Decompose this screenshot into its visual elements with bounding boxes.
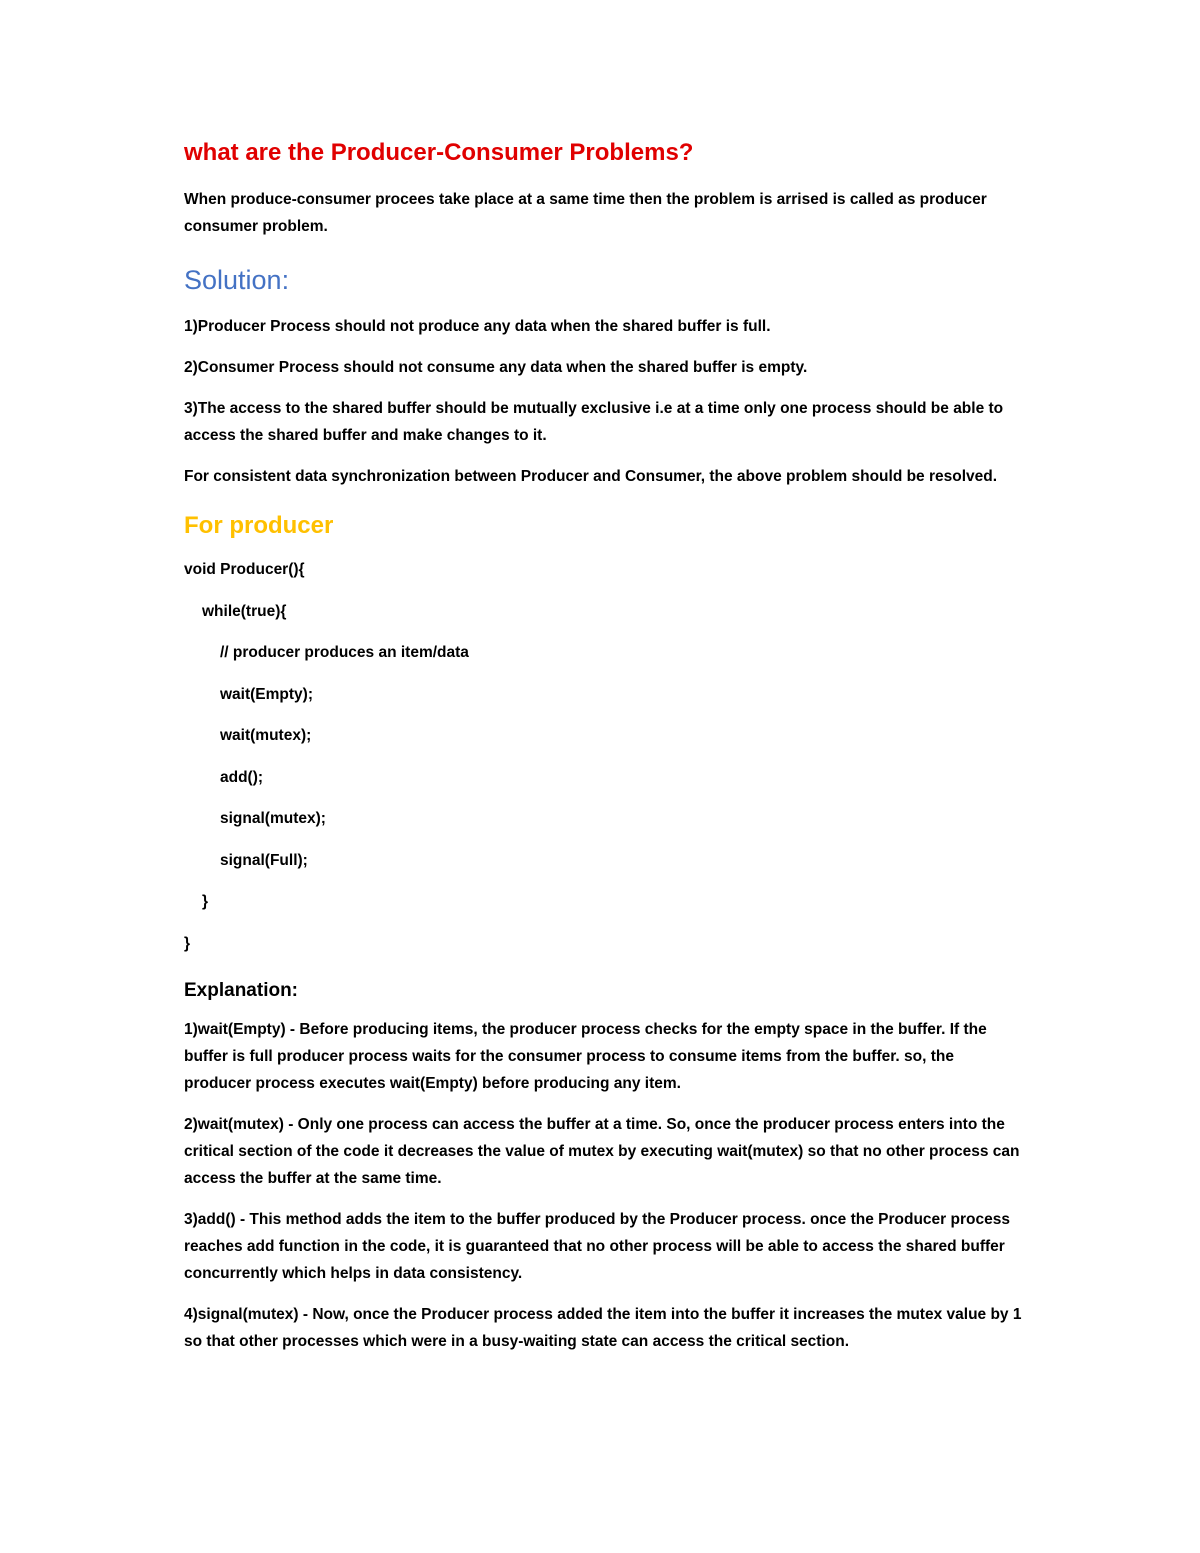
code-line: add(); <box>220 768 264 786</box>
solution-item: 1)Producer Process should not produce any data when the shared buffer is full. <box>184 318 771 335</box>
code-line: signal(Full); <box>220 851 308 869</box>
solution-list <box>184 313 1024 449</box>
code-line: wait(Empty); <box>220 685 313 703</box>
solution-heading: Solution: <box>184 265 290 295</box>
producer-code-block <box>184 549 1024 964</box>
code-line: while(true){ <box>202 602 287 620</box>
code-line: // producer produces an item/data <box>220 644 469 661</box>
explanation-item: 1)wait(Empty) - Before producing items, the producer process checks for the empty space in the buffer. If the buffer is full producer process waits for the consumer process to consume items from the buffer. so, the producer process executes wait(Empty) before producing any item. <box>184 1021 987 1092</box>
document-body <box>184 136 1024 1369</box>
code-line: void Producer(){ <box>184 561 305 578</box>
code-line: } <box>184 934 191 952</box>
explanation-item: 3)add() - This method adds the item to the buffer produced by the Producer process. once the Producer process reaches add function in the code, it is guaranteed that no other process will be able to access the shared buffer concurrently which helps in data consistency. <box>184 1211 1010 1282</box>
code-line: } <box>202 893 209 910</box>
code-line: signal(mutex); <box>220 810 326 827</box>
solution-item: 2)Consumer Process should not consume any data when the shared buffer is empty. <box>184 359 808 376</box>
explanation-heading: Explanation: <box>184 980 299 1001</box>
consistency-paragraph: For consistent data synchronization between Producer and Consumer, the above problem should be resolved. <box>184 468 998 485</box>
solution-item: 3)The access to the shared buffer should be mutually exclusive i.e at a time only one process should be able to access the shared buffer and make changes to it. <box>184 400 1004 444</box>
explanation-item: 2)wait(mutex) - Only one process can access the buffer at a time. So, once the producer process enters into the critical section of the code it decreases the value of mutex by executing wait(mutex) so that no other process can access the buffer at the same time. <box>184 1116 1020 1187</box>
producer-heading: For producer <box>184 512 334 539</box>
explanation-list <box>184 1016 1024 1355</box>
explanation-item: 4)signal(mutex) - Now, once the Producer process added the item into the buffer it increases the mutex value by 1 so that other processes which were in a busy-waiting state can access the critical section. <box>184 1306 1022 1350</box>
page-title: what are the Producer-Consumer Problems? <box>184 139 694 166</box>
intro-paragraph: When produce-consumer procees take place at a same time then the problem is arrised is called as producer consumer problem. <box>184 191 987 235</box>
code-line: wait(mutex); <box>220 727 312 744</box>
